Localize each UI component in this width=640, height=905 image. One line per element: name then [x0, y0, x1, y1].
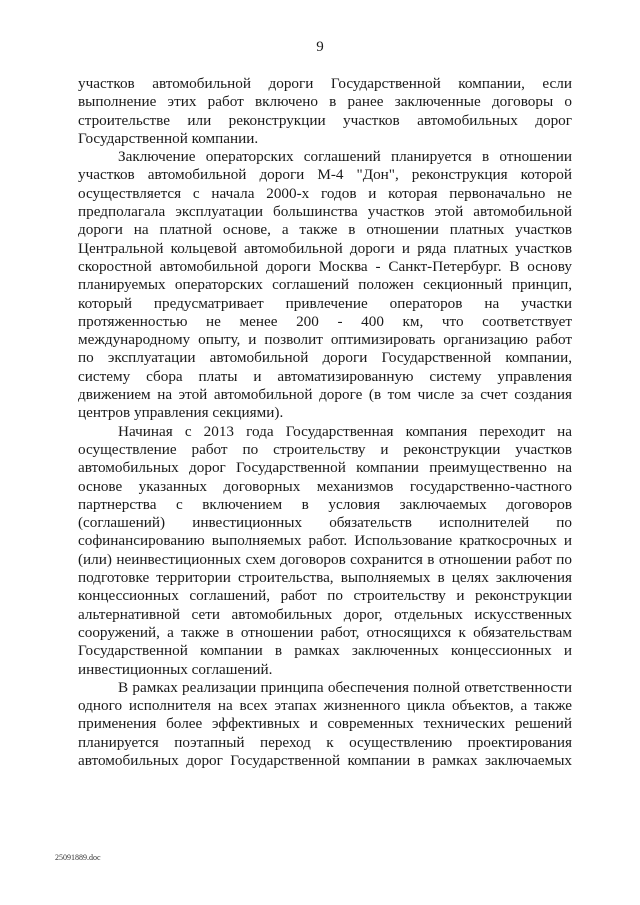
text-line: софинансированию выполняемых работ. Использование краткосрочных и [78, 532, 572, 550]
text-line: Начиная с 2013 года Государственная компания переходит на [118, 422, 572, 440]
text-line: концессионных соглашений, работ по строительству и реконструкции [78, 587, 572, 605]
footer-doc-code: 25091889.doc [55, 853, 101, 862]
text-line: скоростной автомобильной дороги Москва - Санкт-Петербург. В основу [78, 257, 572, 275]
text-line: (или) неинвестиционных схем договоров сохранится в отношении работ по [78, 550, 572, 568]
text-line: движением на этой автомобильной дороге (в том числе за счет создания [78, 386, 572, 404]
text-line: автомобильных дорог Государственной компании преимущественно на [78, 459, 572, 477]
text-line: одного исполнителя на всех этапах жизненного цикла объектов, а также [78, 697, 572, 715]
text-line: который предусматривает привлечение операторов на участки [78, 294, 572, 312]
paragraph [78, 679, 572, 770]
paragraph [78, 148, 572, 422]
text-line: Центральной кольцевой автомобильной дороги и ряда платных участков [78, 239, 572, 257]
text-line: В рамках реализации принципа обеспечения полной ответственности [118, 678, 572, 696]
text-line: альтернативной сети автомобильных дорог, отдельных искусственных [78, 605, 572, 623]
text-line: применения более эффективных и современных технических решений [78, 715, 572, 733]
text-line: Заключение операторских соглашений планируется в отношении [118, 148, 572, 166]
text-line: участков автомобильной дороги М-4 "Дон", реконструкция которой [78, 166, 572, 184]
text-line: сооружений, а также в отношении работ, относящихся к обязательствам [78, 623, 572, 641]
text-line: основе указанных договорных механизмов государственно-частного [78, 477, 572, 495]
text-line: инвестиционных соглашений. [78, 660, 273, 678]
text-line: выполнение этих работ включено в ранее заключенные договоры о [78, 93, 572, 111]
text-line: по эксплуатации автомобильной дороги Государственной компании, [78, 349, 572, 367]
text-line: международному опыту, и позволит оптимизировать организацию работ [78, 331, 572, 349]
text-line: осуществление работ по строительству и реконструкции участков [78, 440, 572, 458]
page-number: 9 [316, 39, 324, 55]
text-line: дороги на платной основе, а также в отношении платных участков [78, 221, 572, 239]
document-body [78, 75, 572, 770]
text-line: партнерства с включением в условия заключаемых договоров [78, 495, 572, 513]
text-line: центров управления секциями). [78, 404, 284, 422]
text-line: осуществляется с начала 2000-х годов и которая первоначально не [78, 184, 572, 202]
text-line: (соглашений) инвестиционных обязательств исполнителей по [78, 514, 572, 532]
text-line: планируемых операторских соглашений положен секционный принцип, [78, 276, 572, 294]
paragraph [78, 75, 572, 148]
text-line: Государственной компании в рамках заключенных концессионных и [78, 642, 572, 660]
text-line: автомобильных дорог Государственной компании в рамках заключаемых [78, 751, 572, 769]
text-line: Государственной компании. [78, 129, 259, 147]
text-line: протяженностью не менее 200 - 400 км, что соответствует [78, 312, 572, 330]
text-line: систему сбора платы и автоматизированную систему управления [78, 367, 572, 385]
text-line: строительстве или реконструкции участков автомобильных дорог [78, 111, 572, 129]
paragraph [78, 423, 572, 679]
text-line: подготовке территории строительства, выполняемых в целях заключения [78, 569, 572, 587]
text-line: предполагала эксплуатации большинства участков этой автомобильной [78, 203, 572, 221]
text-line: участков автомобильной дороги Государственной компании, если [78, 75, 572, 92]
text-line: планируется поэтапный переход к осуществлению проектирования [78, 733, 572, 751]
